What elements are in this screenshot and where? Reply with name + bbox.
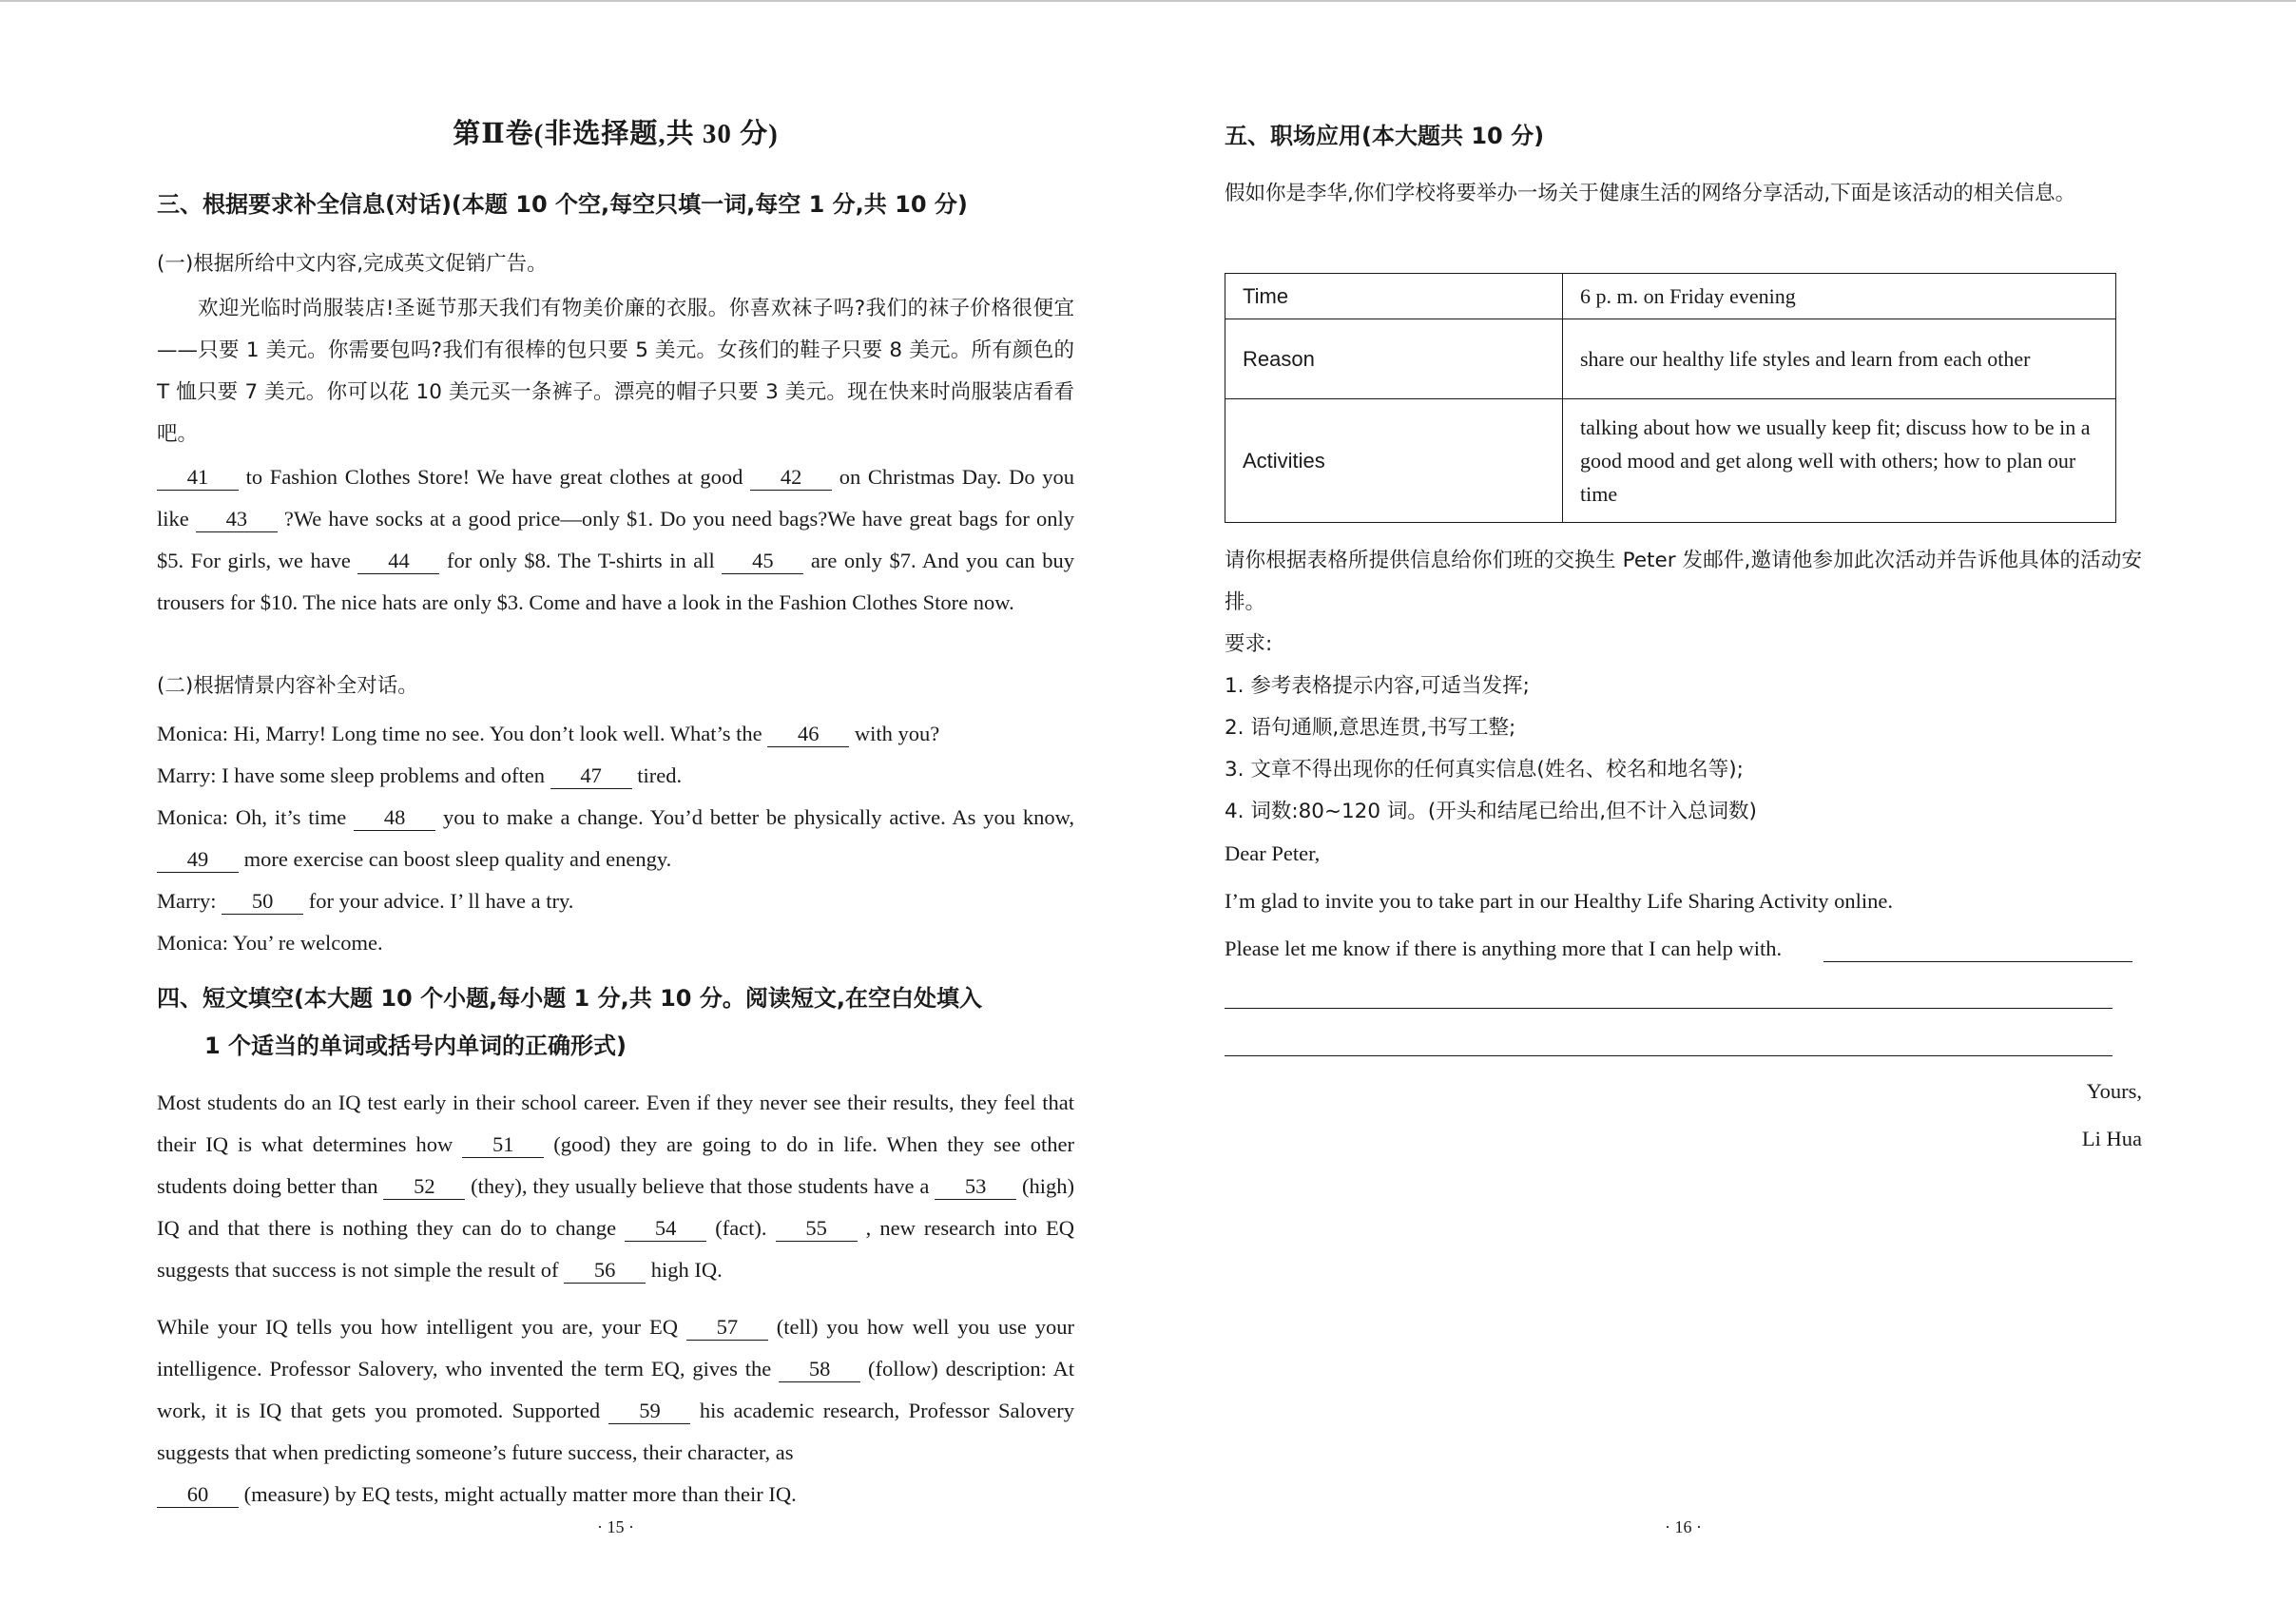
dialogue-text: Marry:: [157, 889, 222, 913]
ad-text: for only $8. The T-shirts in all: [439, 549, 723, 572]
blank-44[interactable]: 44: [357, 549, 439, 574]
blank-58[interactable]: 58: [779, 1357, 860, 1382]
passage-text: (tell) you how well you use your intelligence. Professor Salovery, who invented the term EQ, gives the: [157, 1315, 1074, 1381]
ad-text: are only $7. And you can buy trousers for $10. The nice hats are only $3. Come and have a look in the Fashion Clothes Store now.: [157, 549, 1075, 614]
dialogue-text: for your advice. I’ ll have a try.: [303, 889, 574, 913]
ad-text: on Christmas Day. Do you like: [157, 465, 1074, 531]
writing-line[interactable]: [1225, 1008, 2113, 1009]
section-4-heading-line-1: 四、短文填空(本大题 10 个小题,每小题 1 分,共 10 分。阅读短文,在空白处填入: [157, 985, 982, 1012]
page-number: · 15 ·: [597, 1517, 634, 1536]
blank-51[interactable]: 51: [462, 1132, 544, 1158]
table-key-cell: Activities: [1225, 399, 1563, 523]
blank-47[interactable]: 47: [550, 763, 632, 789]
passage-text: (measure) by EQ tests, might actually matter more than their IQ.: [239, 1482, 797, 1506]
blank-41[interactable]: 41: [157, 465, 239, 491]
page-number: · 16 ·: [1665, 1517, 1702, 1536]
blank-53[interactable]: 53: [935, 1174, 1016, 1200]
passage-text: (fact).: [706, 1216, 776, 1240]
dialogue-text: Monica: Hi, Marry! Long time no see. You don’t look well. What’s the: [157, 722, 768, 745]
blank-56[interactable]: 56: [564, 1258, 646, 1284]
table-value-cell: share our healthy life styles and learn from each other: [1563, 319, 2116, 399]
dialogue-text: with you?: [849, 722, 940, 745]
passage-text: his academic research, Professor Salovery suggests that when predicting someone’s future success, their character, as: [157, 1399, 1075, 1464]
passage-text: , new research into EQ suggests that success is not simple the result of: [157, 1216, 1074, 1282]
table-row: [1225, 319, 2116, 399]
task-intro: 假如你是李华,你们学校将要举办一场关于健康生活的网络分享活动,下面是该活动的相关信息。: [1225, 182, 2076, 205]
writing-line[interactable]: [1225, 1055, 2113, 1056]
table-row: [1225, 274, 2116, 319]
blank-49[interactable]: 49: [157, 847, 239, 873]
blank-55[interactable]: 55: [776, 1216, 858, 1242]
passage-text: Most students do an IQ test early in their school career. Even if they never see their results, they feel that their IQ is what determines how: [157, 1091, 1074, 1156]
passage-text: (high) IQ and that there is nothing they can do to change: [157, 1174, 1074, 1240]
requirements-label: 要求:: [1225, 632, 1273, 656]
dialogue-line-5: Monica: You’ re welcome.: [157, 931, 383, 955]
passage-text: (follow) description: At work, it is IQ that gets you promoted. Supported: [157, 1357, 1074, 1422]
passage-paragraph-2: [157, 1306, 1074, 1516]
dialogue-line-1: [157, 713, 1074, 755]
dialogue-text: more exercise can boost sleep quality and enengy.: [239, 847, 672, 871]
writing-line[interactable]: [1823, 961, 2132, 962]
table-key-cell: Time: [1225, 274, 1563, 319]
letter-salutation: Dear Peter,: [1225, 841, 1321, 865]
part-1-instruction: (一)根据所给中文内容,完成英文促销广告。: [157, 252, 548, 276]
dialogue-line-3: [157, 797, 1074, 880]
blank-46[interactable]: 46: [767, 722, 849, 747]
table-value-cell: 6 p. m. on Friday evening: [1563, 274, 2116, 319]
letter-signature: Li Hua: [2081, 1127, 2142, 1150]
section-4-heading-line-2: 1 个适当的单词或括号内单词的正确形式): [204, 1033, 627, 1059]
passage-text: (good) they are going to do in life. When they see other students doing better than: [157, 1132, 1074, 1198]
activity-info-table: [1225, 273, 2116, 523]
passage-text: (they), they usually believe that those students have a: [465, 1174, 936, 1198]
letter-opening: I’m glad to invite you to take part in our Healthy Life Sharing Activity online.: [1225, 889, 1893, 913]
part-2-instruction: (二)根据情景内容补全对话。: [157, 674, 418, 698]
dialogue-line-4: [157, 880, 1074, 922]
requirement-2: 2. 语句通顺,意思连贯,书写工整;: [1225, 716, 1516, 740]
table-value-cell: talking about how we usually keep fit; discuss how to be in a good mood and get along well with others; how to plan our time: [1563, 399, 2116, 523]
blank-42[interactable]: 42: [750, 465, 832, 491]
blank-57[interactable]: 57: [686, 1315, 768, 1341]
letter-signoff: Yours,: [2086, 1079, 2142, 1103]
blank-43[interactable]: 43: [196, 507, 278, 532]
blank-48[interactable]: 48: [354, 805, 435, 831]
blank-52[interactable]: 52: [383, 1174, 465, 1200]
blank-59[interactable]: 59: [608, 1399, 690, 1424]
blank-50[interactable]: 50: [222, 889, 303, 915]
passage-paragraph-1: [157, 1082, 1074, 1291]
passage-text: While your IQ tells you how intelligent you are, your EQ: [157, 1315, 686, 1339]
passage-text: high IQ.: [646, 1258, 723, 1282]
requirement-1: 1. 参考表格提示内容,可适当发挥;: [1225, 674, 1530, 698]
dialogue-text: you to make a change. You’d better be physically active. As you know,: [435, 805, 1074, 829]
blank-45[interactable]: 45: [722, 549, 803, 574]
dialogue-text: tired.: [631, 763, 683, 787]
requirement-4: 4. 词数:80~120 词。(开头和结尾已给出,但不计入总词数): [1225, 800, 1757, 823]
section-5-heading: 五、职场应用(本大题共 10 分): [1225, 123, 1545, 149]
part-1-chinese-text: 欢迎光临时尚服装店!圣诞节那天我们有物美价廉的衣服。你喜欢袜子吗?我们的袜子价格很便宜——只要 1 美元。你需要包吗?我们有很棒的包只要 5 美元。女孩们的鞋子只要 8 美元。所有颜色的 T 恤只要 7 美元。你可以花 10 美元买一条裤子。漂亮的帽子只要 3 美元。现在快来时尚服装店看看吧。: [157, 297, 1074, 446]
ad-text: to Fashion Clothes Store! We have great clothes at good: [239, 465, 751, 489]
ad-text: ?We have socks at a good price—only $1. Do you need bags?We have great bags for only $5. For girls, we have: [157, 507, 1074, 572]
blank-54[interactable]: 54: [625, 1216, 706, 1242]
dialogue-text: Monica: Oh, it’s time: [157, 805, 355, 829]
task-description: 请你根据表格所提供信息给你们班的交换生 Peter 发邮件,邀请他参加此次活动并告诉他具体的活动安排。: [1225, 549, 2142, 614]
letter-closing: Please let me know if there is anything more that I can help with.: [1225, 937, 1783, 960]
section-3-heading: 三、根据要求补全信息(对话)(本题 10 个空,每空只填一词,每空 1 分,共 10 分): [157, 191, 968, 218]
promo-ad-paragraph: [157, 456, 1074, 624]
requirement-3: 3. 文章不得出现你的任何真实信息(姓名、校名和地名等);: [1225, 758, 1744, 782]
paper-part-title: 第Ⅱ卷(非选择题,共 30 分): [453, 119, 779, 149]
top-border: [0, 0, 2296, 2]
dialogue-text: Marry: I have some sleep problems and often: [157, 763, 550, 787]
dialogue-line-2: [157, 755, 1074, 797]
table-row: [1225, 399, 2116, 523]
blank-60[interactable]: 60: [157, 1482, 239, 1508]
table-key-cell: Reason: [1225, 319, 1563, 399]
